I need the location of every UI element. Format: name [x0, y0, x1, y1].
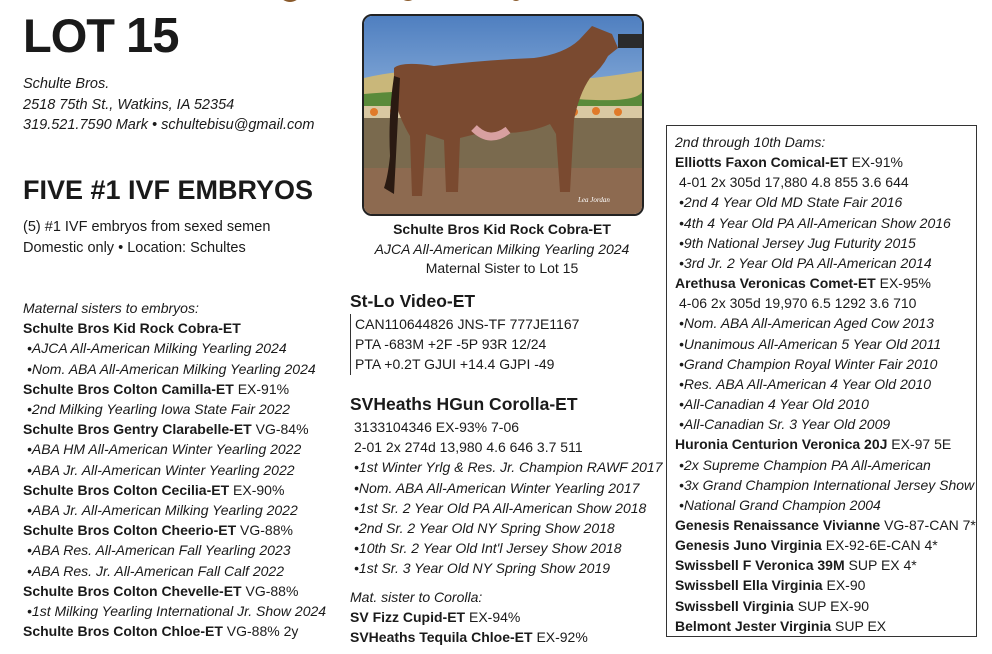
- consignor-name: Schulte Bros.: [23, 76, 110, 92]
- list-item: Swissbell Virginia SUP EX-90: [675, 597, 870, 614]
- sire-name: St-Lo Video-ET: [350, 291, 476, 311]
- list-item: Schulte Bros Colton Chevelle-ET VG-88% •1st Milking Yearling International Jr. Show 2024: [23, 582, 327, 620]
- list-item: Arethusa Veronicas Comet-ET EX-95% 4-06 2x 305d 19,970 6.5 1292 3.6 710 •Nom. ABA All-American Aged Cow 2013 •Unanimous All-American 5 Year Old 2011 •Grand Champion Royal Winter Fair 2010 •Res. ABA All-American 4 Year Old 2010 •All-Canadian 4 Year Old 2010 •All-Canadian Sr. 3 Year Old 2009: [675, 275, 942, 433]
- maternal-sisters: Maternal sisters to embryos: Schulte Bros Kid Rock Cobra-ET •AJCA All-American Milking Yearling 2024 •Nom. ABA All-American Milking Yearling 2024 Schulte Bros Colton Camilla-ET EX-91% •2nd Milking Yearling Iowa State Fair 2022 Schulte Bros Gentry Clarabelle-ET VG-84% •ABA HM All-American Winter Yearling 2022 •ABA Jr. All-American Winter Yearling 2022 Schulte Bros Colton Cecilia-ET EX-90% •ABA Jr. All-American Milking Yearling 2022 Schulte Bros Colton Cheerio-ET VG-88% •ABA Res. All-American Fall Yearling 2023 •ABA Res. Jr. All-American Fall Calf 2022 Schulte Bros Colton Chevelle-ET VG-88% •1st Milking Yearling International Jr. Show 2024 Schulte Bros Colton Chloe-ET VG-88% 2y: [23, 298, 326, 641]
- dam-block: SVHeaths HGun Corolla-ET 3133104346 EX-93% 7-06 2-01 2x 274d 13,980 4.6 646 3.7 511 •1st Winter Yrlg & Res. Jr. Champion RAWF 2017 •Nom. ABA All-American Winter Yearling 2017 •1st Sr. 2 Year Old PA All-American Show 2018 •2nd Sr. 2 Year Old NY Spring Show 2018 •10th Sr. 2 Year Old Int'l Jersey Show 2018 •1st Sr. 3 Year Old NY Spring Show 2019: [350, 394, 663, 577]
- list-item: Schulte Bros Colton Chloe-ET VG-88% 2y: [23, 623, 299, 640]
- consignor-email: schultebisu@gmail.com: [161, 117, 315, 133]
- list-item: Schulte Bros Kid Rock Cobra-ET •AJCA All-American Milking Yearling 2024 •Nom. ABA All-American Milking Yearling 2024: [23, 320, 316, 377]
- caption-name: Schulte Bros Kid Rock Cobra-ET: [393, 221, 611, 237]
- list-item: Schulte Bros Colton Cecilia-ET EX-90% •ABA Jr. All-American Milking Yearling 2022: [23, 481, 298, 519]
- embryo-description: (5) #1 IVF embryos from sexed semen Domestic only • Location: Schultes: [23, 219, 271, 256]
- headline: FIVE #1 IVF EMBRYOS: [23, 175, 314, 205]
- list-item: Schulte Bros Gentry Clarabelle-ET VG-84% •ABA HM All-American Winter Yearling 2022 •ABA Jr. All-American Winter Yearling 2022: [23, 421, 309, 478]
- photographer-signature: Lea Jordan: [578, 196, 610, 204]
- caption-award: AJCA All-American Milking Yearling 2024: [374, 240, 630, 257]
- lot-title: LOT 15: [23, 9, 179, 63]
- list-item: Swissbell Ella Virginia EX-90: [675, 577, 866, 594]
- list-item: Genesis Juno Virginia EX-92-6E-CAN 4*: [675, 537, 938, 554]
- cow-photo: [362, 14, 644, 216]
- photo-caption: [362, 220, 642, 279]
- list-item: SV Fizz Cupid-ET EX-94%: [350, 609, 521, 626]
- lot-number: 15: [126, 9, 179, 63]
- list-item: Genesis Renaissance Vivianne VG-87-CAN 7*: [675, 516, 976, 533]
- list-item: Huronia Centurion Veronica 20J EX-97 5E •2x Supreme Champion PA All-American •3x Grand Champion International Jersey Show •National Grand Champion 2004: [675, 436, 975, 513]
- dams-box: 2nd through 10th Dams: Elliotts Faxon Comical-ET EX-91% 4-01 2x 305d 17,880 4.8 855 3.6 644 •2nd 4 Year Old MD State Fair 2016 •4th 4 Year Old PA All-American Show 2016 •9th National Jersey Jug Futurity 2015 •3rd Jr. 2 Year Old PA All-American 2014 Arethusa Veronicas Comet-ET EX-95% 4-06 2x 305d 19,970 6.5 1292 3.6 710 •Nom. ABA All-American Aged Cow 2013 •Unanimous All-American 5 Year Old 2011 •Grand Champion Royal Winter Fair 2010 •Res. ABA All-American 4 Year Old 2010 •All-Canadian 4 Year Old 2010 •All-Canadian Sr. 3 Year Old 2009 Huronia Centurion Veronica 20J EX-97 5E •2x Supreme Champion PA All-American •3x Grand Champion International Jersey Show •National Grand Champion 2004 Genesis Renaissance Vivianne VG-87-CAN 7* Genesis Juno Virginia EX-92-6E-CAN 4* Swissbell F Veronica 39M SUP EX 4* Swissbell Ella Virginia EX-90 Swissbell Virginia SUP EX-90 Belmont Jester Virginia SUP EX: [666, 125, 977, 637]
- list-item: Belmont Jester Virginia SUP EX: [675, 617, 887, 634]
- list-item: Swissbell F Veronica 39M SUP EX 4*: [675, 557, 917, 574]
- consignor-address: 2518 75th St., Watkins, IA 52354: [23, 96, 235, 113]
- sire-block: St-Lo Video-ET CAN110644826 JNS-TF 777JE1167 PTA -683M +2F -5P 93R 12/24 PTA +0.2T GJUI +14.4 GJPI -49: [350, 290, 579, 375]
- decorative-swash: [250, 0, 550, 6]
- list-item: Elliotts Faxon Comical-ET EX-91% 4-01 2x 305d 17,880 4.8 855 3.6 644 •2nd 4 Year Old MD State Fair 2016 •4th 4 Year Old PA All-American Show 2016 •9th National Jersey Jug Futurity 2015 •3rd Jr. 2 Year Old PA All-American 2014: [675, 154, 951, 271]
- consignor-contact: [23, 74, 314, 136]
- list-item: SVHeaths Tequila Chloe-ET EX-92%: [350, 629, 588, 646]
- dam-name: SVHeaths HGun Corolla-ET: [350, 394, 578, 414]
- list-item: Schulte Bros Colton Cheerio-ET VG-88% •ABA Res. All-American Fall Yearling 2023 •ABA Res. Jr. All-American Fall Calf 2022: [23, 522, 293, 579]
- caption-relation: Maternal Sister to Lot 15: [425, 260, 579, 276]
- list-item: Schulte Bros Colton Camilla-ET EX-91% •2nd Milking Yearling Iowa State Fair 2022: [23, 380, 291, 418]
- consignor-phone-email: 319.521.7590 Mark • schultebisu@gmail.com: [23, 117, 315, 133]
- mat-sister-corolla: Mat. sister to Corolla: SV Fizz Cupid-ET EX-94% SVHeaths Tequila Chloe-ET EX-92%: [350, 587, 588, 648]
